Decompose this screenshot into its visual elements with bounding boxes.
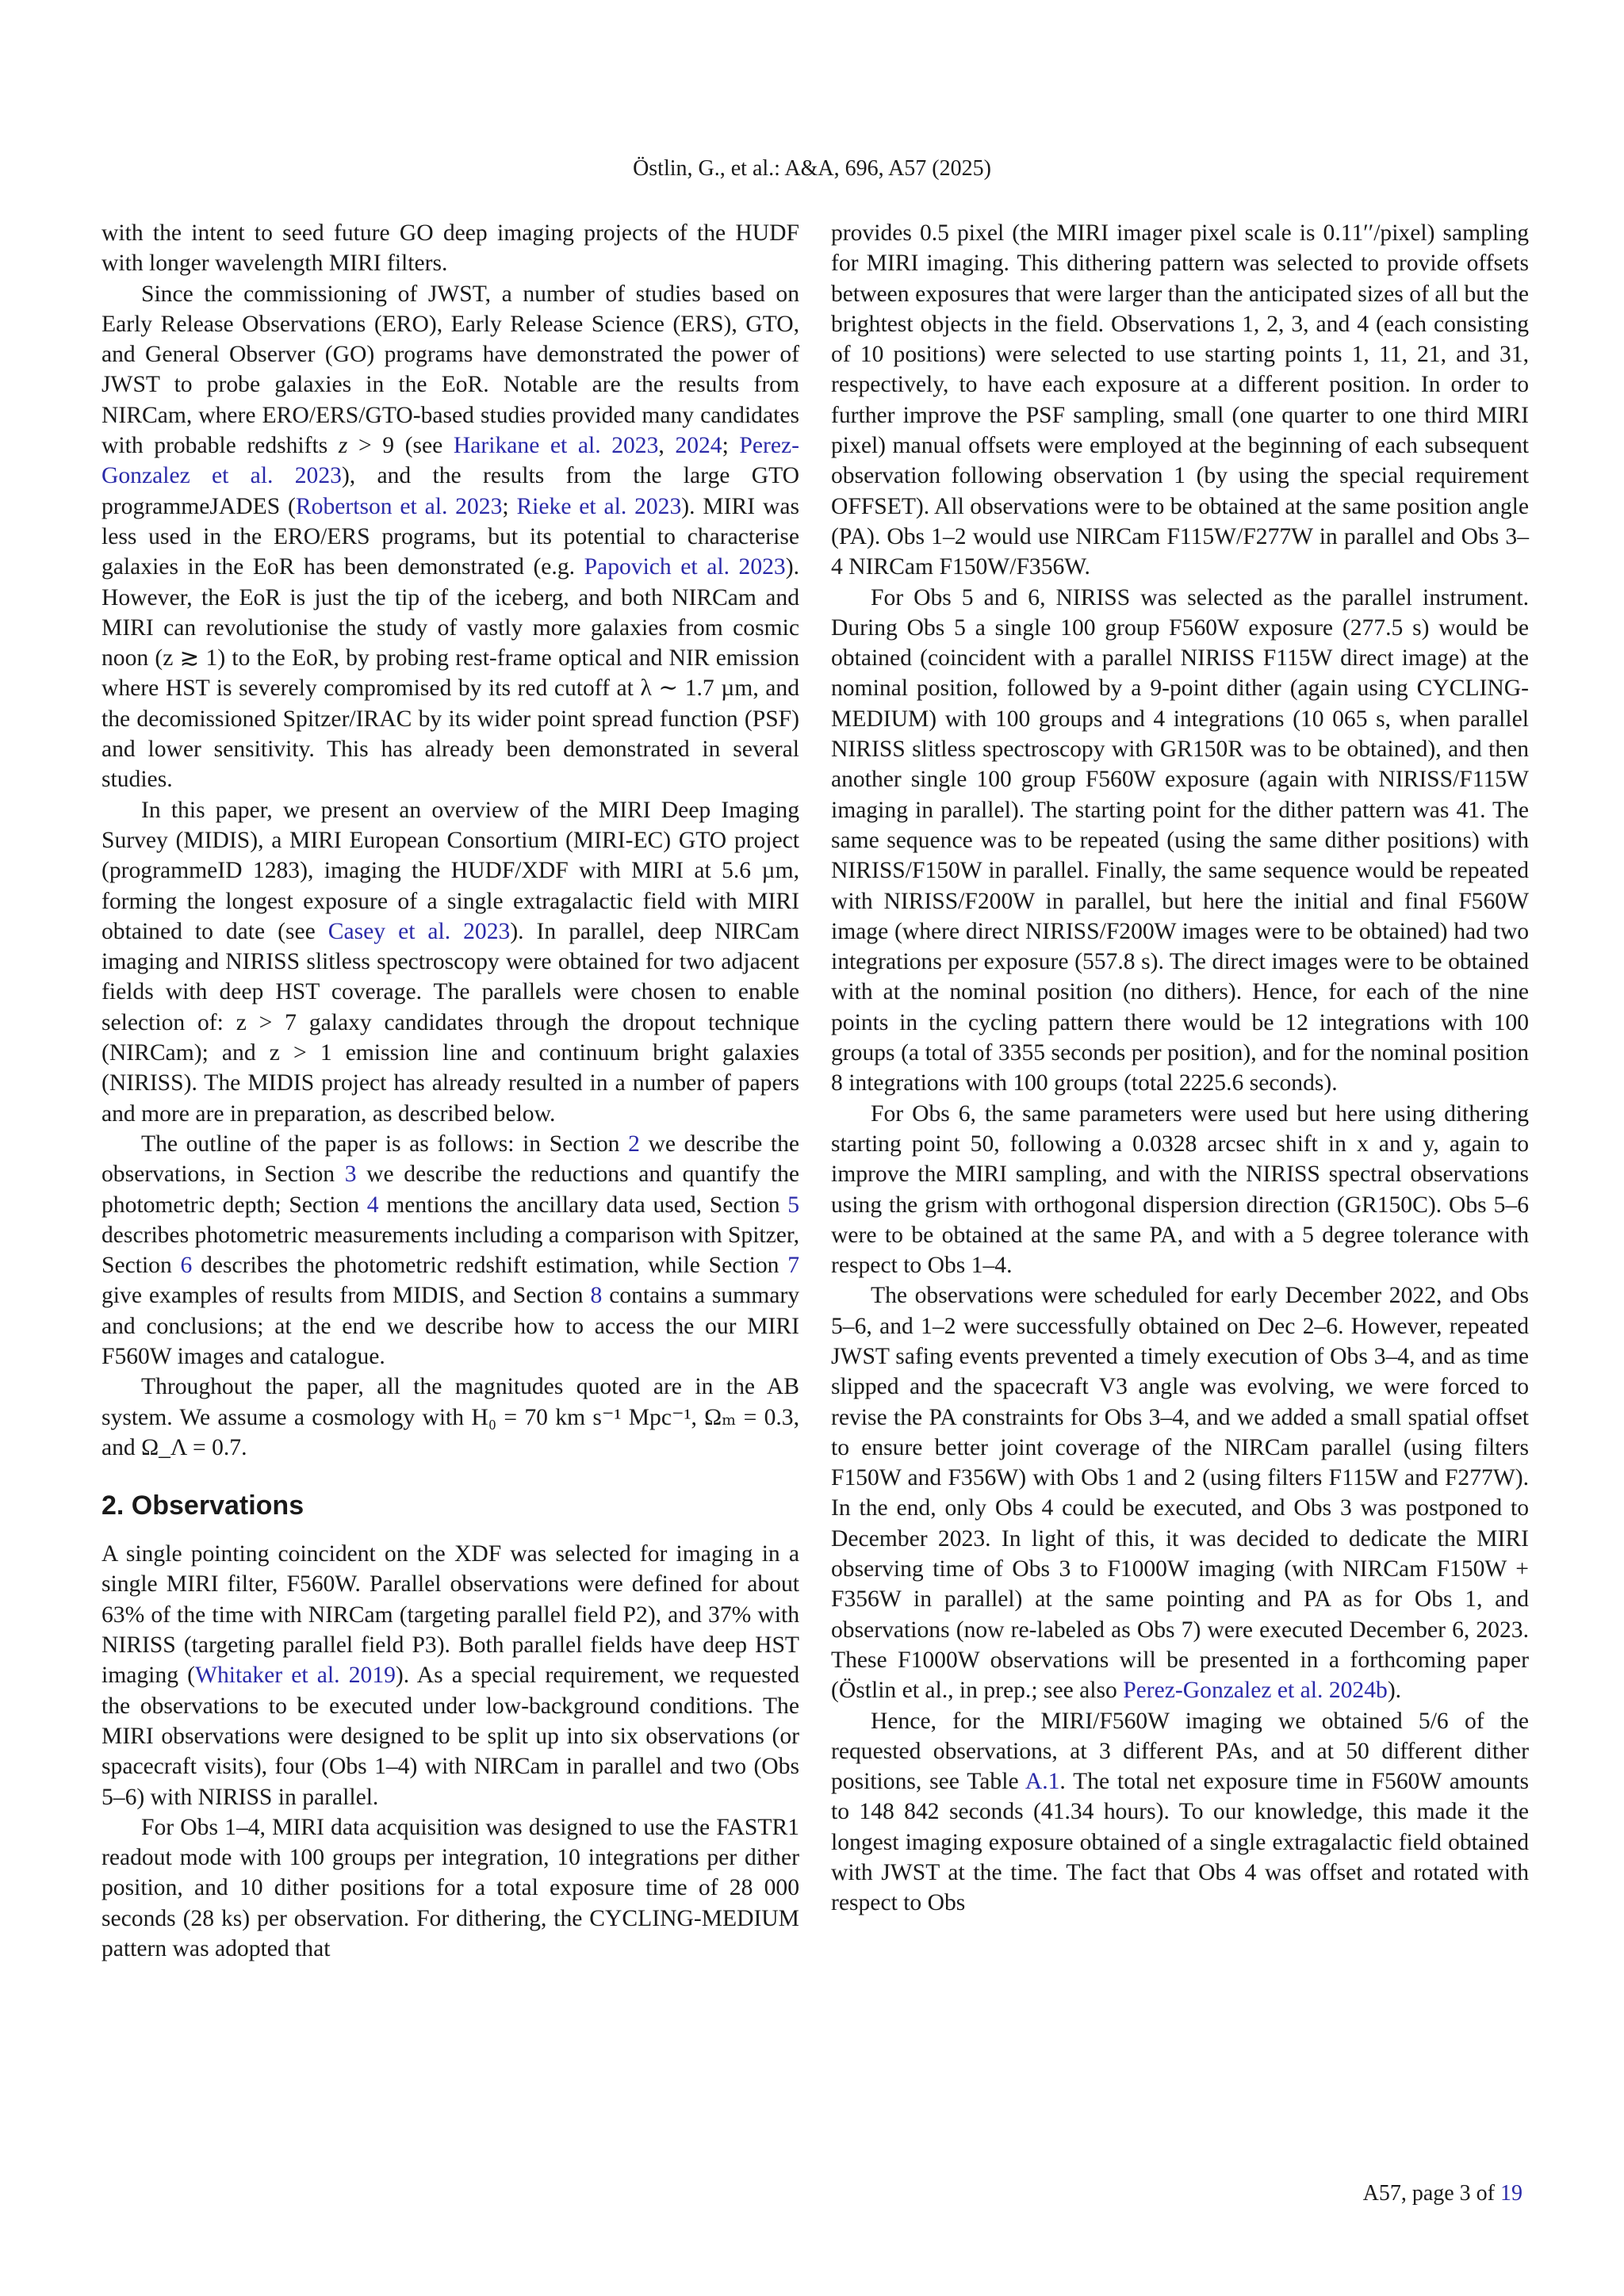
section-link[interactable]: 6 xyxy=(180,1253,193,1279)
section-link[interactable]: 4 xyxy=(366,1192,379,1218)
section-link[interactable]: 3 xyxy=(344,1161,357,1188)
paragraph: with the intent to seed future GO deep imaging projects of the HUDF with longer wavelength MIRI filters. xyxy=(102,220,799,277)
total-pages-link[interactable]: 19 xyxy=(1500,2181,1522,2206)
page-footer xyxy=(1363,2180,1522,2207)
paragraph: provides 0.5 pixel (the MIRI imager pixel scale is 0.11′′/pixel) sampling for MIRI imaging. This dithering pattern was selected to provide offsets between exposures that were larger than the anticipated sizes of all but the brightest objects in the field. Observations 1, 2, 3, and 4 (each consisting of 10 positions) were selected to use starting points 1, 11, 21, and 31, respectively, to have each exposure at a different position. In order to further improve the PSF sampling, small (one quarter to one third MIRI pixel) manual offsets were employed at the beginning of each subsequent observation following observation 1 (by using the special requirement OFFSET). All observations were to be obtained at the same position angle (PA). Obs 1–2 would use NIRCam F115W/F277W in parallel and Obs 3–4 NIRCam F150W/F356W. xyxy=(831,220,1529,580)
citation-link[interactable]: Papovich et al. 2023 xyxy=(584,554,786,580)
paragraph: Throughout the paper, all the magnitudes quoted are in the AB system. We assume a cosmology with H₀ = 70 km s⁻¹ Mpc⁻¹, Ωₘ = 0.3, and Ω_Λ = 0.7. xyxy=(102,1374,799,1460)
left-column xyxy=(102,218,799,1964)
paragraph: The observations were scheduled for early December 2022, and Obs 5–6, and 1–2 were successfully obtained on Dec 2–6. However, repeated JWST safing events prevented a timely execution of Obs 3–4, and as time slipped and the spacecraft V3 angle was evolving, we were forced to revise the PA constraints for Obs 3–4, and we added a small spatial offset to ensure better joint coverage of the NIRCam parallel (using filters F150W and F356W) with Obs 1 and 2 (using filters F115W and F277W). In the end, only Obs 4 could be executed, and Obs 3 was postponed to December 2023. In light of this, it was decided to dedicate the MIRI observing time of Obs 3 to F1000W imaging (with NIRCam F150W + F356W in parallel) at the same pointing and PA as for Obs 1, and observations (now re-labeled as Obs 7) were executed December 6, 2023. These F1000W observations will be presented in a forthcoming paper (Östlin et al., in prep.; see also Perez-Gonzalez et al. 2024b). xyxy=(831,1283,1529,1704)
running-head: Östlin, G., et al.: A&A, 696, A57 (2025) xyxy=(633,156,991,181)
citation-link[interactable]: Perez-Gonzalez et al. 2023 xyxy=(102,433,799,489)
citation-link[interactable]: 2024 xyxy=(675,433,722,459)
table-link[interactable]: A.1 xyxy=(1025,1769,1060,1795)
section-link[interactable]: 8 xyxy=(590,1283,603,1309)
paragraph: The outline of the paper is as follows: in Section 2 we describe the observations, in Section 3 we describe the reductions and quantify the photometric depth; Section 4 mentions the ancillary data used, Section 5 describes photometric measurements including a comparison with Spitzer, Section 6 describes the photometric redshift estimation, while Section 7 give examples of results from MIDIS, and Section 8 contains a summary and conclusions; at the end we describe how to access the our MIRI F560W images and catalogue. xyxy=(102,1131,800,1369)
citation-link[interactable]: Robertson et al. 2023 xyxy=(295,493,503,519)
page-label: A57, page 3 of xyxy=(1362,2181,1500,2206)
paragraph: Hence, for the MIRI/F560W imaging we obtained 5/6 of the requested observations, at 3 different PAs, and at 50 different dither positions, see Table A.1. The total net exposure time in F560W amounts to 148 842 seconds (41.34 hours). To our knowledge, this made it the longest imaging exposure obtained of a single extragalactic field obtained with JWST at the time. The fact that Obs 4 was offset and rotated with respect to Obs xyxy=(831,1708,1529,1916)
paragraph: For Obs 5 and 6, NIRISS was selected as the parallel instrument. During Obs 5 a single 100 group F560W exposure (277.5 s) would be obtained (coincident with a parallel NIRISS F115W direct image) at the nominal position, followed by a 9-point dither (again using CYCLING-MEDIUM) with 100 groups and 4 integrations (10 065 s, when parallel NIRISS slitless spectroscopy with GR150R was to be obtained), and then another single 100 group F560W exposure (again with NIRISS/F115W imaging in parallel). The starting point for the dither pattern was 41. The same sequence was to be repeated (using the same dither positions) with NIRISS/F150W in parallel. Finally, the same sequence would be repeated with NIRISS/F200W in parallel, but here the initial and final F560W image (where direct NIRISS/F200W images were to be obtained) had two integrations per exposure (557.8 s). The direct images were to be obtained with at the nominal position (no dithers). Hence, for each of the nine points in the cycling pattern there would be 12 integrations with 100 groups (a total of 3355 seconds per position), and for the nominal position 8 integrations with 100 groups (total 2225.6 seconds). xyxy=(831,584,1529,1096)
citation-link[interactable]: Harikane et al. 2023 xyxy=(453,433,659,459)
section-heading: 2. Observations xyxy=(102,1490,304,1521)
citation-link[interactable]: Rieke et al. 2023 xyxy=(516,493,682,519)
citation-link[interactable]: Perez-Gonzalez et al. 2024b xyxy=(1123,1678,1388,1704)
section-link[interactable]: 7 xyxy=(787,1253,799,1279)
right-column xyxy=(831,218,1529,1919)
paragraph: A single pointing coincident on the XDF was selected for imaging in a single MIRI filter, F560W. Parallel observations were defined for about 63% of the time with NIRCam (targeting parallel field P2), and 37% with NIRISS (targeting parallel field P3). Both parallel fields have deep HST imaging (Whitaker et al. 2019). As a special requirement, we requested the observations to be executed under low-background conditions. The MIRI observations were designed to be split up into six observations (or spacecraft visits), four (Obs 1–4) with NIRCam in parallel and two (Obs 5–6) with NIRISS in parallel. xyxy=(102,1541,799,1810)
citation-link[interactable]: Whitaker et al. 2019 xyxy=(195,1663,396,1689)
paragraph: In this paper, we present an overview of the MIRI Deep Imaging Survey (MIDIS), a MIRI European Consortium (MIRI-EC) GTO project (programmeID 1283), imaging the HUDF/XDF with MIRI at 5.6 µm, forming the longest exposure of a single extragalactic field with MIRI obtained to date (see Casey et al. 2023). In parallel, deep NIRCam imaging and NIRISS slitless spectroscopy were obtained for two adjacent fields with deep HST coverage. The parallels were chosen to enable selection of: z > 7 galaxy candidates through the dropout technique (NIRCam); and z > 1 emission line and continuum bright galaxies (NIRISS). The MIDIS project has already resulted in a number of papers and more are in preparation, as described below. xyxy=(102,797,799,1127)
section-link[interactable]: 2 xyxy=(628,1131,640,1157)
citation-link[interactable]: Casey et al. 2023 xyxy=(327,918,511,944)
section-link[interactable]: 5 xyxy=(787,1192,800,1218)
paragraph: For Obs 6, the same parameters were used but here using dithering starting point 50, following a 0.0328 arcsec shift in x and y, again to improve the MIRI sampling, and with the NIRISS spectral observations using the grism with orthogonal dispersion direction (GR150C). Obs 5–6 were to be obtained at the same PA, and with a 5 degree tolerance with respect to Obs 1–4. xyxy=(831,1100,1529,1279)
paragraph: Since the commissioning of JWST, a number of studies based on Early Release Observations (ERO), Early Release Science (ERS), GTO, and General Observer (GO) programs have demonstrated the power of JWST to probe galaxies in the EoR. Notable are the results from NIRCam, where ERO/ERS/GTO-based studies provided many candidates with probable redshifts z > 9 (see Harikane et al. 2023, 2024; Perez-Gonzalez et al. 2023), and the results from the large GTO programmeJADES (Robertson et al. 2023; Rieke et al. 2023). MIRI was less used in the ERO/ERS programs, but its potential to characterise galaxies in the EoR has been demonstrated (e.g. Papovich et al. 2023). However, the EoR is just the tip of the iceberg, and both NIRCam and MIRI can revolutionise the study of vastly more galaxies from cosmic noon (z ≳ 1) to the EoR, by probing rest-frame optical and NIR emission where HST is severely compromised by its red cutoff at λ ∼ 1.7 µm, and the decomissioned Spitzer/IRAC by its wider point spread function (PSF) and lower sensitivity. This has already been demonstrated in several studies. xyxy=(102,281,800,793)
paragraph: For Obs 1–4, MIRI data acquisition was designed to use the FASTR1 readout mode with 100 groups per integration, 10 integrations per dither position, and 10 dither positions for a total exposure time of 28 000 seconds (28 ks) per observation. For dithering, the CYCLING-MEDIUM pattern was adopted that xyxy=(102,1814,799,1962)
